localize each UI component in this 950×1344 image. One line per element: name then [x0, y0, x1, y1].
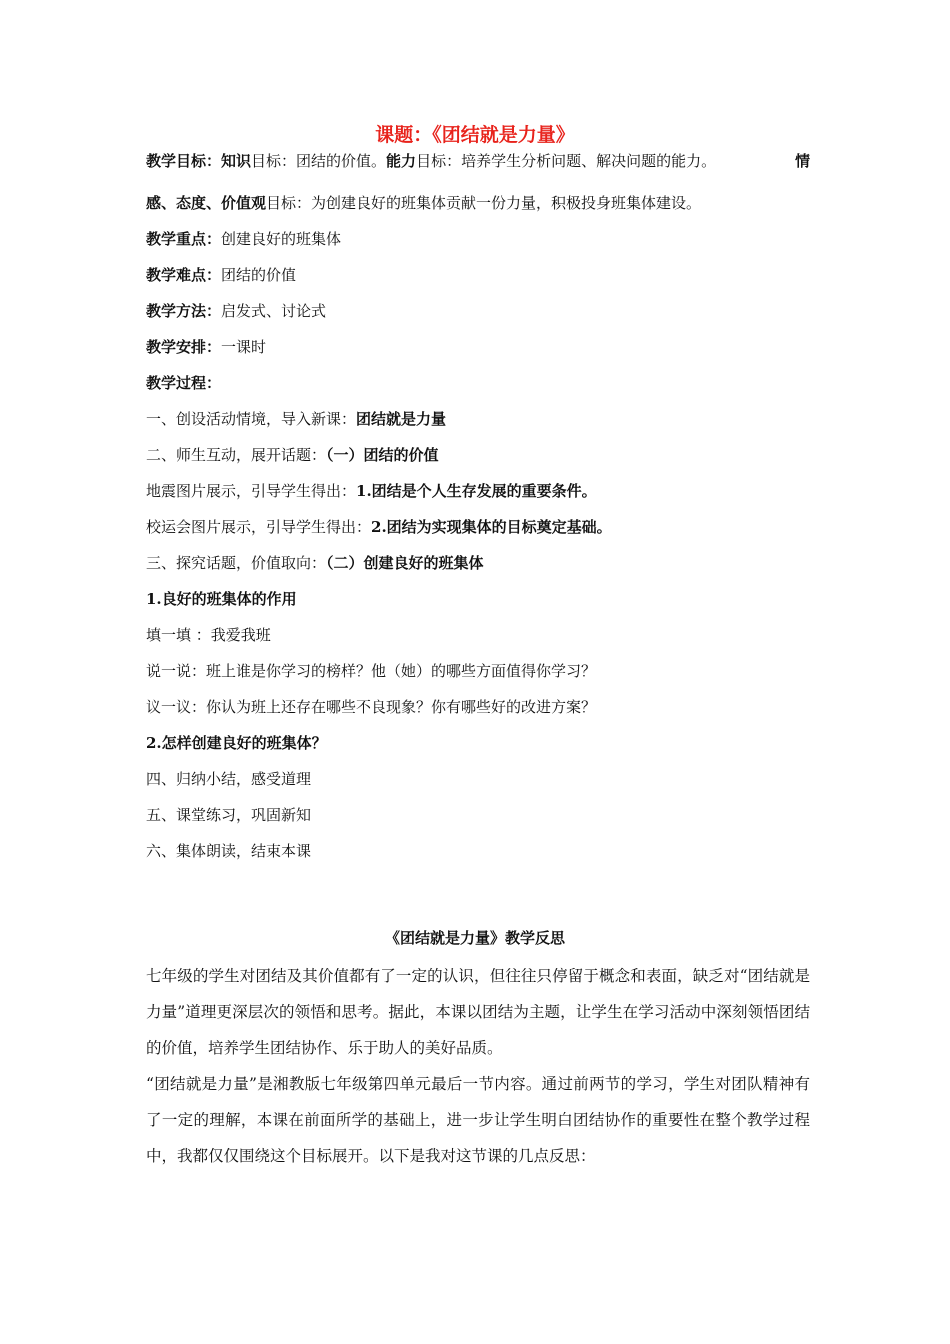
- key-point: [146, 228, 810, 250]
- process-step-3-bold: 1.团结是个人生存发展的重要条件。: [356, 482, 597, 500]
- schedule-text: 一课时: [221, 338, 267, 356]
- key-point-label: 教学重点：: [146, 230, 222, 248]
- objectives-line-2: [146, 192, 810, 214]
- objectives-label: 教学目标：: [146, 152, 222, 170]
- knowledge-text: 目标：团结的价值。: [251, 152, 387, 170]
- process-step-11: 四、归纳小结，感受道理: [146, 770, 312, 788]
- reflection-title: 《团结就是力量》教学反思: [384, 929, 565, 947]
- difficulty-label: 教学难点：: [146, 266, 222, 284]
- reflection-paragraph-2: “团结就是力量”是湘教版七年级第四单元最后一节内容。通过前两节的学习，学生对团队精神有了一定的理解，本课在前面所学的基础上，进一步让学生明白团结协作的重要性在整个教学过程中，我都仅仅围绕这个目标展开。以下是我对这节课的几点反思：: [146, 1075, 810, 1165]
- process-step-2-bold: （一）团结的价值: [326, 446, 439, 464]
- process-step-8: 说一说：班上谁是你学习的榜样？他（她）的哪些方面值得你学习？: [146, 662, 597, 680]
- process-step-6: 1.良好的班集体的作用: [146, 590, 297, 608]
- process-step-5-bold: （二）创建良好的班集体: [326, 554, 484, 572]
- page-title: 课题：《团结就是力量》: [375, 124, 575, 146]
- process-step-3-text: 地震图片展示，引导学生得出：: [146, 482, 357, 500]
- process-step-4-bold: 2.团结为实现集体的目标奠定基础。: [371, 518, 612, 536]
- method-label: 教学方法：: [146, 302, 222, 320]
- process-step-2: [146, 444, 810, 466]
- difficulty: [146, 264, 810, 286]
- process-step-1-bold: 团结就是力量: [356, 410, 447, 428]
- process-step-10: 2.怎样创建良好的班集体？: [146, 734, 327, 752]
- ability-text: 目标：培养学生分析问题、解决问题的能力。: [416, 152, 717, 170]
- ability-label: 能力: [386, 152, 417, 170]
- process-label: 教学过程：: [146, 374, 222, 392]
- objectives-line-1: [146, 150, 810, 172]
- knowledge-label: 知识: [221, 152, 252, 170]
- process-step-5-text: 三、探究话题，价值取向：: [146, 554, 327, 572]
- emotion-label-part1: 情: [794, 152, 810, 170]
- emotion-text: 目标：为创建良好的班集体贡献一份力量，积极投身班集体建设。: [266, 194, 702, 212]
- process-step-12: 五、课堂练习，巩固新知: [146, 806, 312, 824]
- difficulty-text: 团结的价值: [221, 266, 297, 284]
- key-point-text: 创建良好的班集体: [221, 230, 342, 248]
- process-step-1-text: 一、创设活动情境，导入新课：: [146, 410, 357, 428]
- method: [146, 300, 810, 322]
- process-step-13: 六、集体朗读，结束本课: [146, 842, 312, 860]
- emotion-label-part2: 感、态度、价值观: [146, 194, 267, 212]
- process-step-9: 议一议：你认为班上还存在哪些不良现象？你有哪些好的改进方案？: [146, 698, 597, 716]
- process-step-4: [146, 516, 810, 538]
- process-step-4-text: 校运会图片展示，引导学生得出：: [146, 518, 372, 536]
- schedule-label: 教学安排：: [146, 338, 222, 356]
- process-step-2-text: 二、师生互动，展开话题：: [146, 446, 327, 464]
- process-step-3: [146, 480, 810, 502]
- schedule: [146, 336, 810, 358]
- reflection-paragraph-1: 七年级的学生对团结及其价值都有了一定的认识，但往往只停留于概念和表面，缺乏对“团结就是力量”道理更深层次的领悟和思考。据此，本课以团结为主题，让学生在学习活动中深刻领悟团结的价值，培养学生团结协作、乐于助人的美好品质。: [146, 967, 810, 1057]
- process-step-5: [146, 552, 810, 574]
- method-text: 启发式、讨论式: [221, 302, 327, 320]
- process-step-1: [146, 408, 810, 430]
- process-step-7: 填一填 ：我爱我班: [146, 626, 271, 644]
